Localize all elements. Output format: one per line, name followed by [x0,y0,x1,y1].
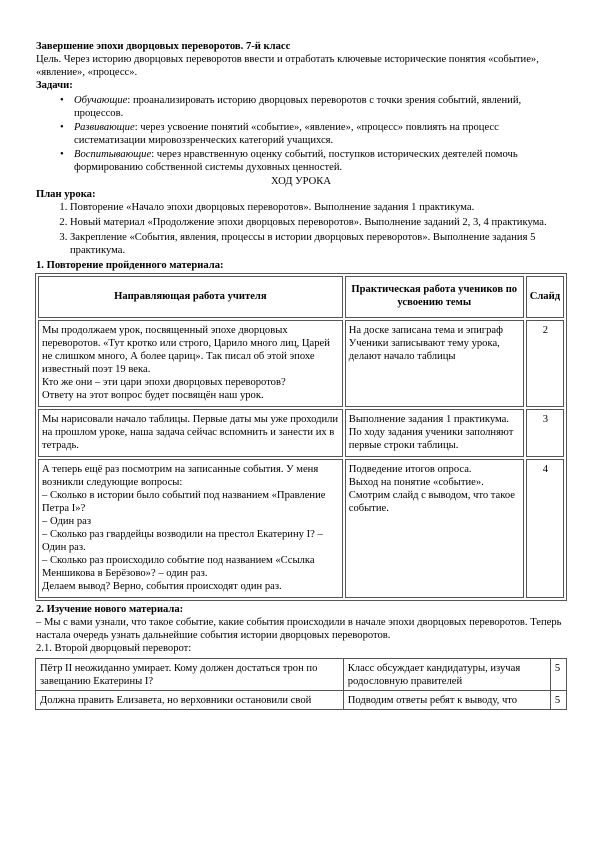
task-label: Воспитывающие [74,149,152,160]
tasks-list [36,94,566,174]
students-cell [345,409,524,457]
cell-line: На доске записана тема и эпиграф [348,325,504,336]
section2-text: – Мы с вами узнали, что такое событие, какие события происходили в начале эпохи дворцовых переворотов. Теперь настала очередь узнать дальнейшие события истории дворцовых переворотов. [36,617,562,641]
slide-cell: 2 [526,320,564,407]
subsection-heading [36,642,566,655]
table-header-row [38,276,564,318]
column-header-students: Практическая работа учеников по усвоению темы [345,276,524,318]
students-cell: Подводим ответы ребят к выводу, что [343,691,550,710]
slide-cell: 5 [550,659,566,691]
cell-line: Мы нарисовали начало таблицы. Первые даты мы уже проходили на прошлом уроке, наша задача сейчас вспомнить и занести их в тетрадь. [42,414,339,451]
task-item [74,148,566,174]
task-label: Развивающие [74,122,135,133]
students-cell [345,320,524,407]
task-label: Обучающие [74,95,128,106]
slide-cell: 5 [550,691,566,710]
teacher-cell [38,320,343,407]
cell-line: Ученики записывают тему урока, делают начало таблицы [348,338,500,362]
section2-heading: 2. Изучение нового материала: [36,604,184,615]
cell-line: Смотрим слайд с выводом, что такое событие. [348,490,515,514]
teacher-cell [38,409,343,457]
plan-heading: План урока: [36,189,96,200]
cell-line: – Сколько раз происходило событие под названием «Ссылка Меншикова в Берёзово»? – один раз. [42,555,315,579]
cell-line: Выход на понятие «событие». [348,477,484,488]
cell-line: – Один раз [42,516,92,527]
task-text: : проанализировать историю дворцовых переворотов с точки зрения событий, явлений, процессов. [74,95,522,119]
table-row [36,659,567,691]
section1-heading: 1. Повторение пройденного материала: [36,260,224,271]
task-text: : через усвоение понятий «событие», «явление», «процесс» повлиять на процесс систематизации мировоззренческих категорий учащихся. [74,122,499,146]
students-cell: Класс обсуждает кандидатуры, изучая родословную правителей [343,659,550,691]
column-header-slide: Слайд [526,276,564,318]
students-cell [345,459,524,598]
plan-list [36,201,566,257]
tasks-heading: Задачи: [36,80,73,91]
cell-line: Выполнение задания 1 практикума. По ходу задания ученики заполняют первые строки таблицы. [348,414,514,451]
table-row [38,459,564,598]
cell-line: Делаем вывод? Верно, события происходят один раз. [42,581,282,592]
work-table-2 [35,658,567,710]
document-page [36,40,566,710]
teacher-cell [38,459,343,598]
subsection-label: 2.1. Второй дворцовый переворот: [36,643,192,654]
plan-item: 1. Повторение «Начало эпохи дворцовых переворотов». Выполнение задания 1 практикума. [70,201,566,214]
cell-line: Ответу на этот вопрос будет посвящён наш урок. [42,390,264,401]
lesson-goal: Цель. Через историю дворцовых переворотов ввести и отработать ключевые исторические понятия «событие», «явление», «процесс». [36,54,539,78]
task-item [74,121,566,147]
table-row [36,691,567,710]
plan-item: 3. Закрепление «События, явления, процессы в истории дворцовых переворотов». Выполнение задания 5 практикума. [70,231,566,257]
column-header-teacher: Направляющая работа учителя [38,276,343,318]
cell-line: – Сколько раз гвардейцы возводили на престол Екатерину I? – Один раз. [42,529,323,553]
document-title: Завершение эпохи дворцовых переворотов. 7-й класс [36,41,291,52]
cell-line: А теперь ещё раз посмотрим на записанные события. У меня возникли следующие вопросы: [42,464,319,488]
slide-cell: 3 [526,409,564,457]
teacher-cell: Пётр II неожиданно умирает. Кому должен достаться трон по завещанию Екатерины I? [36,659,344,691]
table-row [38,320,564,407]
work-table [35,273,567,601]
cell-line: Мы продолжаем урок, посвященный эпохе дворцовых переворотов. «Тут кротко или строго, Царило много лиц, Царей не слишком много, А более цариц». Так писал об этой эпохе известный поэт 19 века. [42,325,330,375]
cell-line: Подведение итогов опроса. [348,464,472,475]
slide-cell: 4 [526,459,564,598]
task-item [74,94,566,120]
cell-line: Кто же они – эти цари эпохи дворцовых переворотов? [42,377,286,388]
task-text: : через нравственную оценку событий, поступков исторических деятелей помочь формированию собственной системы духовных ценностей. [74,149,518,173]
plan-item: 2. Новый материал «Продолжение эпохи дворцовых переворотов». Выполнение заданий 2, 3, 4 практикума. [70,216,566,229]
table-row [38,409,564,457]
lesson-heading: ХОД УРОКА [271,176,331,187]
cell-line: – Сколько в истории было событий под названием «Правление Петра I»? [42,490,326,514]
teacher-cell: Должна править Елизавета, но верховники остановили свой [36,691,344,710]
